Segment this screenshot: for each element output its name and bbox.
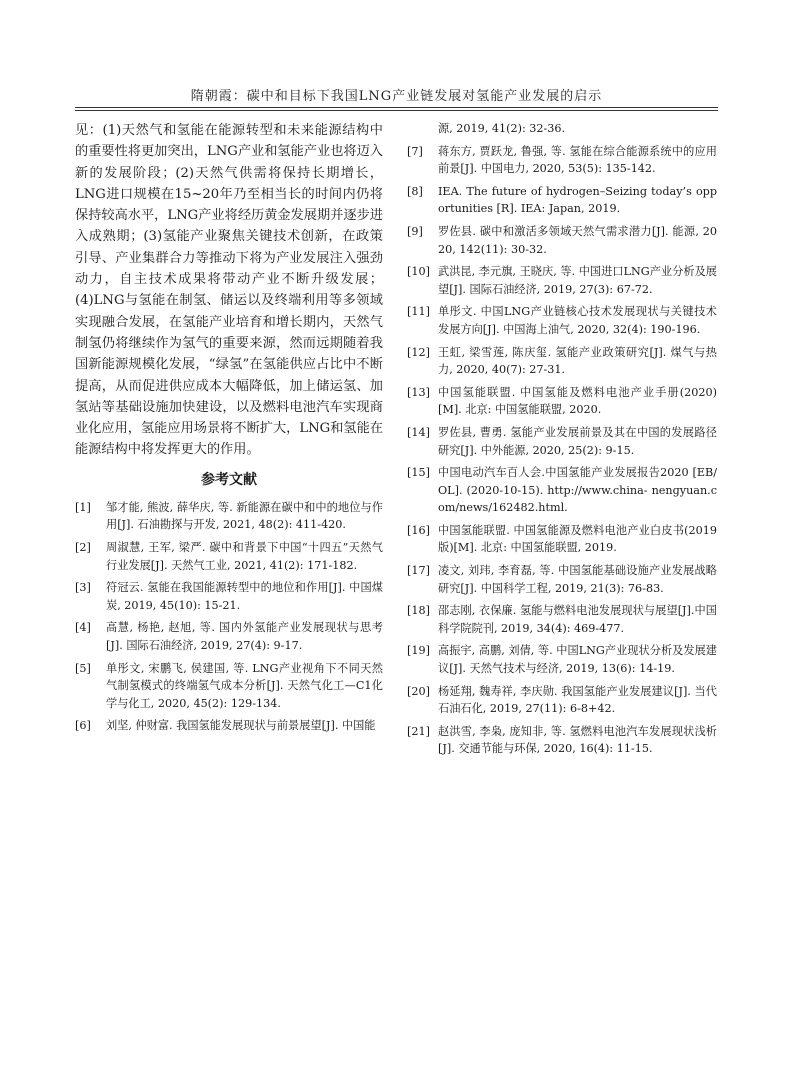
reference-text: 高振宇, 高鹏, 刘倩, 等. 中国LNG产业现状分析及发展建议[J]. 天然气技术与经济, 2019, 13(6): 14-19. [438, 644, 717, 676]
reference-text: 中国氢能联盟. 中国氢能及燃料电池产业手册(2020)[M]. 北京: 中国氢能联盟, 2020. [438, 385, 717, 417]
reference-number: [3] [75, 581, 91, 595]
reference-number: [10] [407, 265, 430, 279]
reference-item [75, 579, 383, 614]
reference-item [407, 602, 717, 637]
reference-text: 高慧, 杨艳, 赵旭, 等. 国内外氢能产业发展现状与思考[J]. 国际石油经济, 2019, 27(4): 9-17. [106, 621, 383, 652]
reference-number: [12] [407, 345, 430, 359]
reference-item [407, 303, 717, 338]
reference-item [407, 263, 717, 298]
reference-item [407, 143, 717, 178]
reference-text: 邵志刚, 衣保廉. 氢能与燃料电池发展现状与展望[J].中国科学院院刊, 2019, 34(4): 469-477. [438, 604, 717, 635]
reference-text: 罗佐县. 碳中和激活多领域天然气需求潜力[J]. 能源, 2020, 142(11): 30-32. [438, 224, 717, 256]
reference-6-continuation: 源, 2019, 41(2): 32-36. [438, 122, 566, 135]
running-header: 隋朝霞：碳中和目标下我国LNG产业链发展对氢能产业发展的启示 [190, 89, 603, 104]
reference-item [75, 539, 383, 574]
reference-text: IEA. The future of hydrogen–Seizing today’s opportunities [R]. IEA: Japan, 2019. [438, 184, 717, 216]
reference-text: 刘坚, 仲财富. 我国氢能发展现状与前景展望[J]. 中国能 [106, 719, 376, 733]
reference-text: 中国氢能联盟. 中国氢能源及燃料电池产业白皮书(2019版)[M]. 北京: 中国氢能联盟, 2019. [438, 523, 717, 555]
reference-item [407, 642, 717, 677]
reference-number: [21] [407, 724, 430, 738]
reference-number: [6] [75, 719, 91, 733]
reference-item [407, 424, 717, 459]
left-column [75, 120, 383, 740]
reference-item [407, 522, 717, 557]
reference-item [75, 717, 383, 735]
reference-number: [5] [75, 661, 91, 675]
reference-number: [15] [407, 466, 430, 480]
reference-item [407, 683, 717, 718]
reference-number: [18] [407, 604, 430, 618]
reference-text: 王虹, 梁雪莲, 陈庆玺. 氢能产业政策研究[J]. 煤气与热力, 2020, 40(7): 27-31. [438, 345, 717, 377]
header-rule-top [75, 107, 718, 108]
reference-text: 赵洪雪, 李枭, 庞知非, 等. 氢燃料电池汽车发展现状浅析[J]. 交通节能与环保, 2020, 16(4): 11-15. [438, 724, 717, 756]
reference-text: 单彤文, 宋鹏飞, 侯建国, 等. LNG产业视角下不同天然气制氢模式的终端氢气成本分析[J]. 天然气化工—C1化学与化工, 2020, 45(2): 129-134. [106, 661, 383, 710]
reference-text: 周淑慧, 王军, 梁严. 碳中和背景下中国“十四五”天然气行业发展[J]. 天然气工业, 2021, 41(2): 171-182. [106, 540, 383, 572]
reference-text: 蒋东方, 贾跃龙, 鲁强, 等. 氢能在综合能源系统中的应用前景[J]. 中国电力, 2020, 53(5): 135-142. [438, 144, 717, 176]
right-column [407, 120, 717, 763]
reference-number: [2] [75, 540, 91, 554]
reference-text: 凌文, 刘玮, 李育磊, 等. 中国氢能基础设施产业发展战略研究[J]. 中国科学工程, 2019, 21(3): 76-83. [438, 564, 717, 595]
reference-item [407, 183, 717, 218]
reference-item [75, 660, 383, 713]
reference-number: [17] [407, 564, 430, 578]
reference-number: [13] [407, 385, 430, 399]
reference-number: [20] [407, 684, 430, 698]
references-list-left [75, 499, 383, 735]
reference-number: [8] [407, 184, 423, 198]
reference-number: [16] [407, 523, 430, 537]
header-rule-bottom [75, 110, 718, 111]
reference-text: 单彤文. 中国LNG产业链核心技术发展现状与关键技术发展方向[J]. 中国海上油气, 2020, 32(4): 190-196. [438, 305, 717, 336]
reference-item [407, 384, 717, 419]
reference-number: [19] [407, 644, 430, 658]
reference-number: [7] [407, 144, 423, 158]
reference-text: 罗佐县, 曹勇. 氢能产业发展前景及其在中国的发展路径研究[J]. 中外能源, 2020, 25(2): 9-15. [438, 425, 717, 457]
reference-text: 杨延翔, 魏寿祥, 李庆勋. 我国氢能产业发展建议[J]. 当代石油石化, 2019, 27(11): 6-8+42. [438, 684, 717, 716]
reference-item [75, 619, 383, 654]
reference-item [407, 223, 717, 258]
reference-text: 符冠云. 氢能在我国能源转型中的地位和作用[J]. 中国煤炭, 2019, 45(10): 15-21. [106, 581, 383, 612]
reference-number: [14] [407, 425, 430, 439]
reference-number: [1] [75, 500, 91, 514]
reference-item [407, 344, 717, 379]
reference-text: 中国电动汽车百人会.中国氢能产业发展报告2020 [EB/OL]. (2020-10-15). http://www.china- nengyuan.com/news/162482.html. [438, 466, 717, 515]
reference-text: 武洪昆, 李元旗, 王晓庆, 等. 中国进口LNG产业分析及展望[J]. 国际石油经济, 2019, 27(3): 67-72. [438, 265, 717, 296]
reference-item [407, 562, 717, 597]
reference-item [75, 499, 383, 534]
reference-item [407, 464, 717, 517]
references-heading: 参考文献 [201, 471, 257, 488]
reference-text: 邹才能, 熊波, 薛华庆, 等. 新能源在碳中和中的地位与作用[J]. 石油勘探与开发, 2021, 48(2): 411-420. [106, 500, 383, 532]
reference-number: [4] [75, 621, 91, 635]
conclusion-paragraph: 见：(1)天然气和氢能在能源转型和未来能源结构中的重要性将更加突出，LNG产业和氢能产业也将迈入新的发展阶段；(2)天然气供需将保持长期增长，LNG进口规模在15~20年乃至相当长的时间内仍将保持较高水平，LNG产业将经历黄金发展期并逐步进入成熟期；(3)氢能产业聚焦关键技术创新，在政策引导、产业集群合力等推动下将为产业发展注入强劲动力，自主技术成果将带动产业不断升级发展；(4)LNG与氢能在制氢、储运以及终端利用等多领域实现融合发展，在氢能产业培育和增长期内，天然气制氢仍将继续作为氢气的重要来源，然而远期随着我国新能源规模化发展，“绿氢”在氢能供应占比中不断提高，从而促进供应成本大幅降低，加上储运氢、加氢站等基础设施加快建设，以及燃料电池汽车实现商业化应用，氢能应用场景将不断扩大，LNG和氢能在能源结构中将发挥更大的作用。 [75, 123, 383, 458]
references-list-right [407, 143, 717, 758]
reference-number: [11] [407, 305, 430, 319]
reference-item [407, 723, 717, 758]
reference-number: [9] [407, 224, 423, 238]
